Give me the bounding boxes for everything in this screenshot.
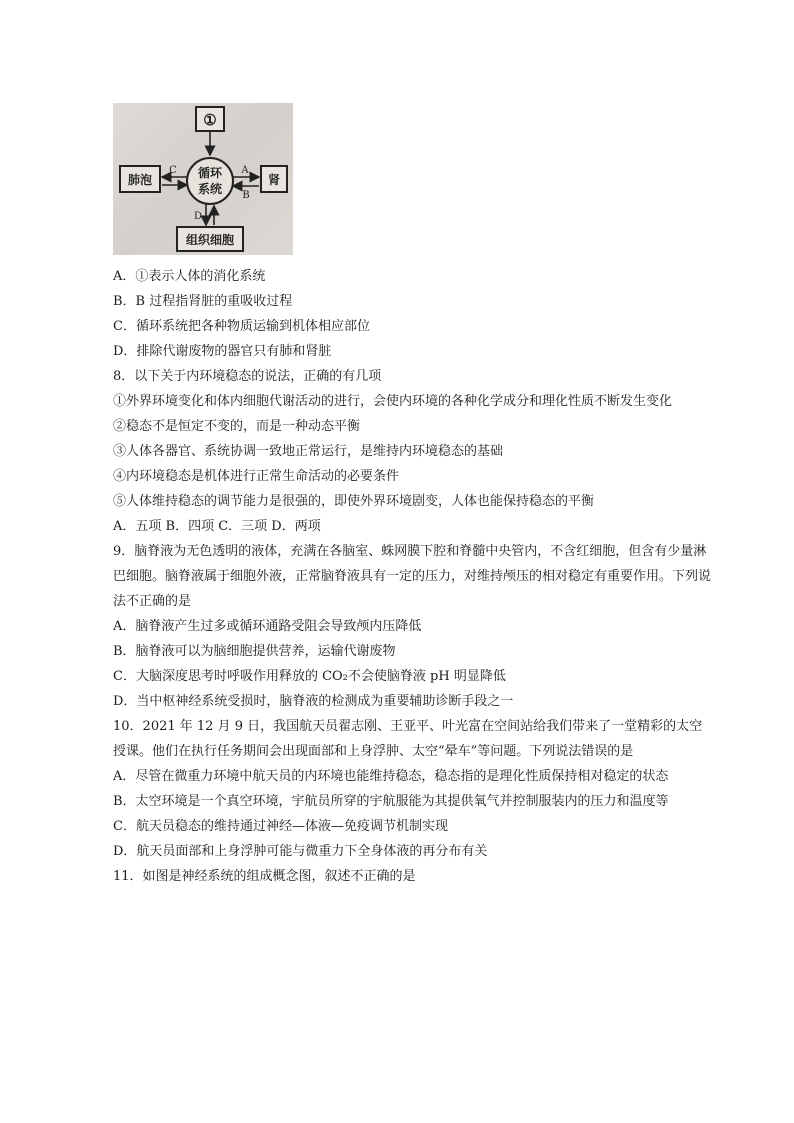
- circulation-diagram: [113, 103, 293, 255]
- q7-option-b: B．B 过程指肾脏的重吸收过程: [113, 294, 293, 309]
- circulation-circle: [187, 158, 233, 204]
- q10-option-b: B．太空环境是一个真空环境，宇航员所穿的宇航服能为其提供氧气并控制服装内的压力和温度等: [113, 794, 669, 809]
- q7-option-a: A．①表示人体的消化系统: [113, 269, 266, 284]
- q9-stem: 9．脑脊液为无色透明的液体，充满在各脑室、蛛网膜下腔和脊髓中央管内，不含红细胞，但含有少量淋巴细胞。脑脊液属于细胞外液，正常脑脊液具有一定的压力，对维持颅压的相对稳定有重要作用。下列说法不正确的是: [113, 544, 712, 609]
- q8-item-4: ④内环境稳态是机体进行正常生命活动的必要条件: [113, 469, 400, 484]
- q9-option-a: A．脑脊液产生过多或循环通路受阻会导致颅内压降低: [113, 619, 422, 634]
- q9-option-c: C．大脑深度思考时呼吸作用释放的 CO₂不会使脑脊液 pH 明显降低: [113, 669, 506, 684]
- q8-item-3: ③人体各器官、系统协调一致地正常运行，是维持内环境稳态的基础: [113, 444, 504, 459]
- q9-option-d: D．当中枢神经系统受损时，脑脊液的检测成为重要辅助诊断手段之一: [113, 694, 514, 709]
- question-text: [113, 264, 713, 889]
- q7-option-d: D．排除代谢废物的器官只有肺和肾脏: [113, 344, 332, 359]
- q10-option-a: A．尽管在微重力环境中航天员的内环境也能维持稳态，稳态指的是理化性质保持相对稳定的状态: [113, 769, 669, 784]
- label-a: A: [241, 165, 249, 176]
- q8-stem: 8．以下关于内环境稳态的说法，正确的有几项: [113, 369, 382, 384]
- label-d: D: [193, 211, 203, 222]
- q10-stem: 10．2021 年 12 月 9 日，我国航天员翟志刚、王亚平、叶光富在空间站给我们带来了一堂精彩的太空授课。他们在执行任务期间会出现面部和上身浮肿、太空“晕车”等问题。下列说法错误的是: [113, 719, 703, 759]
- q10-option-c: C．航天员稳态的维持通过神经—体液—免疫调节机制实现: [113, 819, 448, 834]
- q8-item-1: ①外界环境变化和体内细胞代谢活动的进行，会使内环境的各种化学成分和理化性质不断发生变化: [113, 394, 673, 409]
- q8-item-2: ②稳态不是恒定不变的，而是一种动态平衡: [113, 419, 361, 434]
- q10-option-d: D．航天员面部和上身浮肿可能与微重力下全身体液的再分布有关: [113, 844, 488, 859]
- right-box-label: 肾: [267, 173, 281, 187]
- center-label-2: 系统: [197, 182, 223, 196]
- bottom-box-label: 组织细胞: [185, 233, 235, 247]
- q9-option-b: B．脑脊液可以为脑细胞提供营养，运输代谢废物: [113, 644, 396, 659]
- q11-stem: 11．如图是神经系统的组成概念图，叙述不正确的是: [113, 869, 416, 884]
- center-label-1: 循环: [197, 166, 223, 180]
- left-box-label: 肺泡: [127, 173, 153, 187]
- top-box-label: ①: [203, 111, 217, 129]
- circulation-diagram-photo: [113, 103, 293, 255]
- q8-item-5: ⑤人体维持稳态的调节能力是很强的，即使外界环境剧变，人体也能保持稳态的平衡: [113, 494, 595, 509]
- label-c: C: [169, 165, 177, 176]
- label-b: B: [242, 190, 250, 201]
- q8-options: A．五项 B．四项 C．三项 D．两项: [113, 519, 321, 534]
- q7-option-c: C．循环系统把各种物质运输到机体相应部位: [113, 319, 370, 334]
